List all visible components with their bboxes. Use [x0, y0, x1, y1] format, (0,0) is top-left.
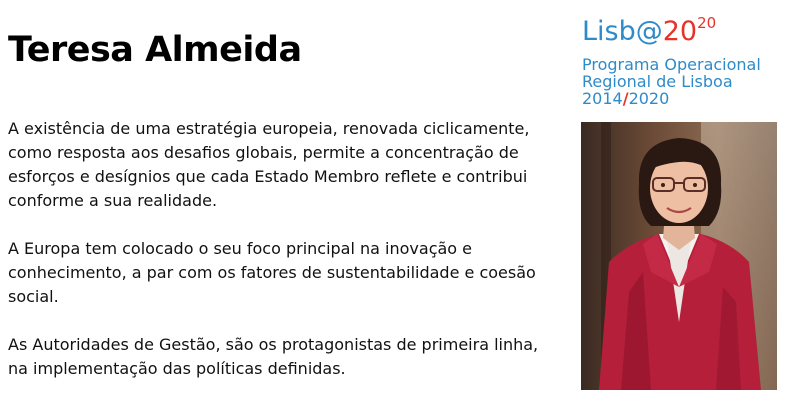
logo-subtitle-line-2: Regional de Lisboa — [582, 72, 733, 91]
statement-text — [8, 117, 563, 405]
paragraph-2: A Europa tem colocado o seu foco principal na inovação e conhecimento, a par com os fatores de sustentabilidade e coesão social. — [8, 239, 536, 306]
paragraph-1: A existência de uma estratégia europeia, renovada ciclicamente, como resposta aos desafios globais, permite a concentração de esforços e desígnios que cada Estado Membro reflete e contribui conforme a sua realidade. — [8, 119, 530, 210]
paragraph-3: As Autoridades de Gestão, são os protagonistas de primeira linha, na implementação das políticas definidas. — [8, 335, 539, 378]
lisboa-2020-logo — [582, 12, 792, 112]
portrait-illustration — [581, 122, 777, 390]
logo-year-end: 2020 — [628, 89, 670, 108]
logo-years — [582, 90, 797, 107]
logo-subtitle — [582, 56, 797, 107]
logo-wordmark-superscript: 20 — [697, 14, 717, 32]
logo-year-start: 2014 — [582, 89, 623, 108]
person-name: Teresa Almeida — [8, 30, 302, 70]
logo-wordmark-at: @ — [635, 16, 663, 47]
portrait-photo — [581, 122, 777, 390]
logo-wordmark-lisb: Lisb — [582, 16, 636, 47]
logo-subtitle-line-1: Programa Operacional — [582, 55, 761, 74]
logo-wordmark-20: 20 — [662, 16, 698, 47]
logo-wordmark — [582, 12, 716, 52]
logo-year-separator: / — [622, 89, 629, 108]
